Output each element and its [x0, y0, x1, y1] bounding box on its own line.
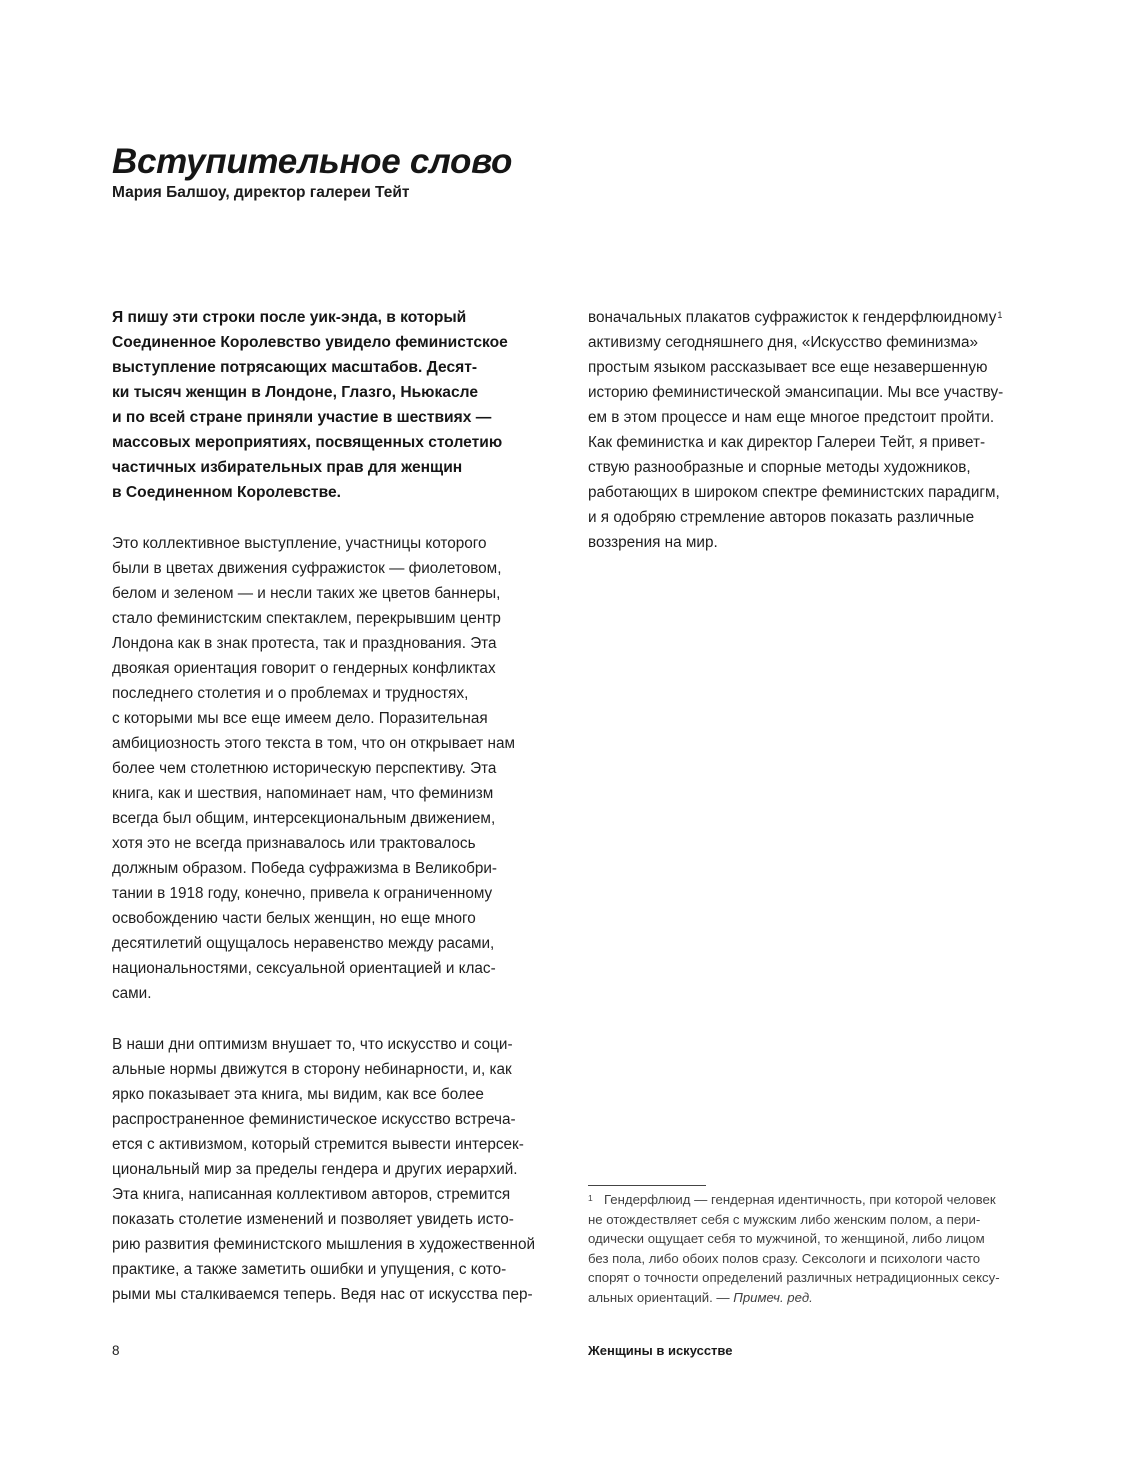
text-line: работающих в широком спектре феминистских парадигм, [588, 484, 1000, 501]
text-line: и я одобряю стремление авторов показать различные [588, 509, 975, 526]
text-line: В наши дни оптимизм внушает то, что искусство и соци- [112, 1036, 513, 1053]
text-line: ствую разнообразные и спорные методы художников, [588, 459, 971, 476]
text-line: активизму сегодняшнего дня, «Искусство феминизма» [588, 334, 979, 351]
text-line: распространенное феминистическое искусство встреча- [112, 1111, 516, 1128]
footnote-line: без пола, либо обоих полов сразу. Сексологи и психологи часто [588, 1250, 981, 1266]
text-line-content: воначальных плакатов суфражисток к гендерфлюидному [588, 309, 997, 326]
text-line: выступление потрясающих масштабов. Десят- [112, 359, 478, 376]
text-line: в Соединенном Королевстве. [112, 484, 341, 501]
page-title: Вступительное слово [112, 142, 513, 181]
text-line: более чем столетнюю историческую перспективу. Эта [112, 760, 497, 777]
footnote-line: не отождествляет себя с мужским либо женским полом, а пери- [588, 1211, 981, 1227]
footnote-line [588, 1288, 1000, 1308]
text-line: Эта книга, написанная коллективом авторов, стремится [112, 1186, 511, 1203]
page-number: 8 [112, 1343, 120, 1358]
text-line: всегда был общим, интерсекциональным движением, [112, 810, 496, 827]
text-line: Лондона как в знак протеста, так и празднования. Эта [112, 635, 497, 652]
text-line: были в цветах движения суфражисток — фиолетовом, [112, 560, 502, 577]
text-line: рию развития феминистского мышления в художественной [112, 1236, 536, 1253]
author-byline: Мария Балшоу, директор галереи Тейт [112, 184, 410, 201]
footnote-line: спорят о точности определений различных нетрадиционных сексу- [588, 1270, 1000, 1285]
left-column [112, 305, 535, 1307]
body-paragraph-2 [112, 1032, 535, 1307]
text-line: циональный мир за пределы гендера и других иерархий. [112, 1161, 518, 1178]
footnote-divider [588, 1185, 706, 1186]
text-line: и по всей стране приняли участие в шествиях — [112, 409, 492, 426]
text-line: альные нормы движутся в сторону небинарности, и, как [112, 1061, 512, 1078]
lead-paragraph [112, 305, 535, 505]
text-line: рыми мы сталкиваемся теперь. Ведя нас от искусства пер- [112, 1286, 533, 1303]
text-line: Это коллективное выступление, участницы которого [112, 535, 487, 552]
footnote-line [588, 1190, 1000, 1210]
editor-note: Примеч. ред. [733, 1289, 813, 1305]
body-paragraph-1 [112, 531, 535, 1006]
text-line: показать столетие изменений и позволяет увидеть исто- [112, 1211, 514, 1228]
text-line: Соединенное Королевство увидело феминистское [112, 334, 508, 351]
footnote [588, 1190, 1000, 1307]
continued-paragraph [588, 305, 1003, 555]
text-line: белом и зеленом — и несли таких же цветов баннеры, [112, 585, 501, 602]
text-line: Как феминистка и как директор Галереи Тейт, я привет- [588, 434, 986, 451]
footnote-line: одически ощущает себя то мужчиной, то женщиной, либо лицом [588, 1231, 985, 1246]
text-line [588, 305, 1003, 330]
text-line: частичных избирательных прав для женщин [112, 459, 463, 476]
text-line: национальностями, сексуальной ориентацией и клас- [112, 960, 496, 977]
text-line: простым языком рассказывает все еще незавершенную [588, 359, 988, 376]
text-line: должным образом. Победа суфражизма в Великобри- [112, 860, 498, 877]
text-line: ется с активизмом, который стремится вывести интерсек- [112, 1136, 524, 1153]
running-title: Женщины в искусстве [588, 1343, 733, 1358]
text-line: стало феминистским спектаклем, перекрывшим центр [112, 610, 501, 627]
text-line: практике, а также заметить ошибки и упущения, с кото- [112, 1261, 507, 1278]
text-line: историю феминистической эмансипации. Мы все участву- [588, 384, 1004, 401]
text-line: десятилетий ощущалось неравенство между расами, [112, 935, 495, 952]
text-line: хотя это не всегда признавалось или трактовалось [112, 835, 476, 852]
text-line: воззрения на мир. [588, 534, 718, 551]
right-column [588, 305, 1003, 555]
text-line: ем в этом процессе и нам еще многое предстоит пройти. [588, 409, 995, 426]
text-line: тании в 1918 году, конечно, привела к ограниченному [112, 885, 493, 902]
text-line: амбициозность этого текста в том, что он открывает нам [112, 735, 515, 752]
text-line: Я пишу эти строки после уик-энда, в который [112, 309, 467, 326]
text-line: последнего столетия и о проблемах и трудностях, [112, 685, 469, 702]
footnote-reference[interactable]: 1 [997, 310, 1003, 320]
text-line: с которыми мы все еще имеем дело. Поразительная [112, 710, 488, 727]
text-line: ки тысяч женщин в Лондоне, Глазго, Ньюкасле [112, 384, 479, 401]
text-line: освобождению части белых женщин, но еще много [112, 910, 476, 927]
text-line: массовых мероприятиях, посвященных столетию [112, 434, 503, 451]
footnote-text: альных ориентаций. — [588, 1289, 730, 1305]
text-line: сами. [112, 985, 152, 1002]
footnote-number: 1 [588, 1193, 593, 1203]
text-line: двоякая ориентация говорит о гендерных конфликтах [112, 660, 496, 677]
text-line: книга, как и шествия, напоминает нам, что феминизм [112, 785, 494, 802]
footnote-text: Гендерфлюид — гендерная идентичность, при которой человек [604, 1192, 996, 1207]
text-line: ярко показывает эта книга, мы видим, как все более [112, 1086, 484, 1103]
